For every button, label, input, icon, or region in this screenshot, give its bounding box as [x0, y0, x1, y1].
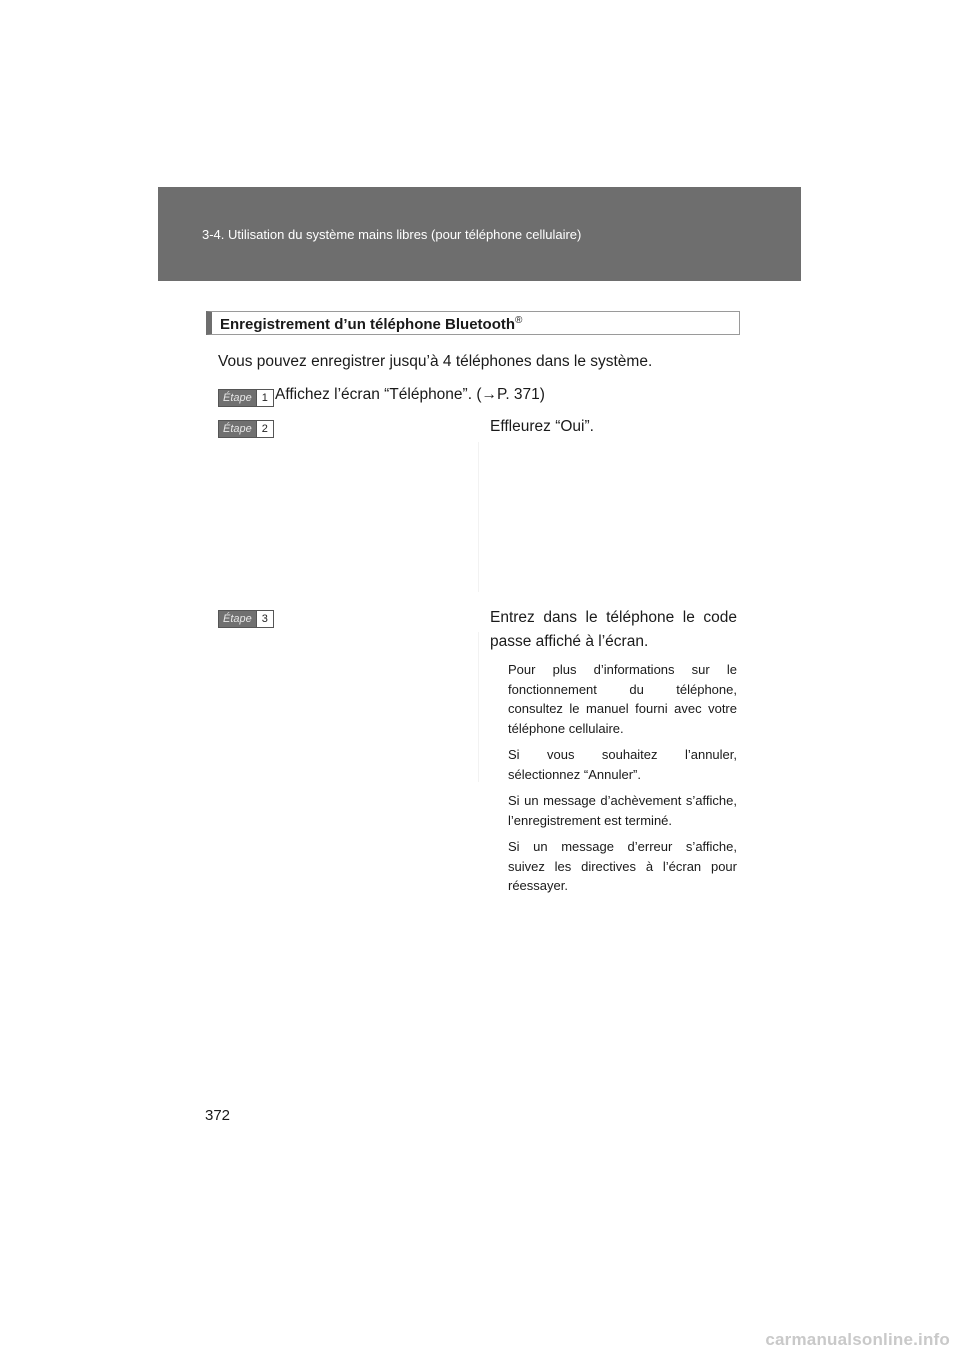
section-heading-text: Enregistrement d’un téléphone Bluetooth: [220, 316, 516, 333]
step-1-badge: [218, 389, 274, 407]
step-number: 3: [256, 611, 273, 627]
watermark: carmanualsonline.info: [765, 1330, 950, 1349]
section-heading: [206, 311, 740, 335]
step-label: Étape: [219, 421, 256, 437]
step-2-badge: [218, 420, 274, 438]
step-3-badge: [218, 610, 274, 628]
step-2-screen-image: [218, 442, 479, 592]
note-item: Si un message d’achèvement s’affiche, l’enregistrement est terminé.: [508, 793, 737, 828]
step-number: 2: [256, 421, 273, 437]
note-item: Pour plus d’informations sur le fonctionnement du téléphone, consultez le manuel fourni avec votre téléphone cellulaire.: [508, 662, 737, 736]
step-1-text: Affichez l’écran “Téléphone”. (→P. 371): [275, 386, 545, 403]
chapter-title: 3-4. Utilisation du système mains libres (pour téléphone cellulaire): [202, 227, 582, 242]
step-number: 1: [256, 390, 273, 406]
chapter-header-band: [158, 187, 801, 281]
step-2-text: Effleurez “Oui”.: [490, 418, 594, 435]
step-3-text: Entrez dans le téléphone le code passe affiché à l’écran.: [490, 609, 737, 650]
step-label: Étape: [219, 390, 256, 406]
note-item: Si vous souhaitez l’annuler, sélectionnez “Annuler”.: [508, 747, 737, 782]
page-number: 372: [205, 1107, 231, 1124]
intro-text: Vous pouvez enregistrer jusqu’à 4 téléphones dans le système.: [218, 353, 653, 370]
step-label: Étape: [219, 611, 256, 627]
notes-list: [508, 660, 737, 903]
registered-mark: ®: [515, 315, 523, 326]
step-3-screen-image: [218, 632, 479, 782]
note-item: Si un message d’erreur s’affiche, suivez les directives à l’écran pour réessayer.: [508, 839, 737, 893]
